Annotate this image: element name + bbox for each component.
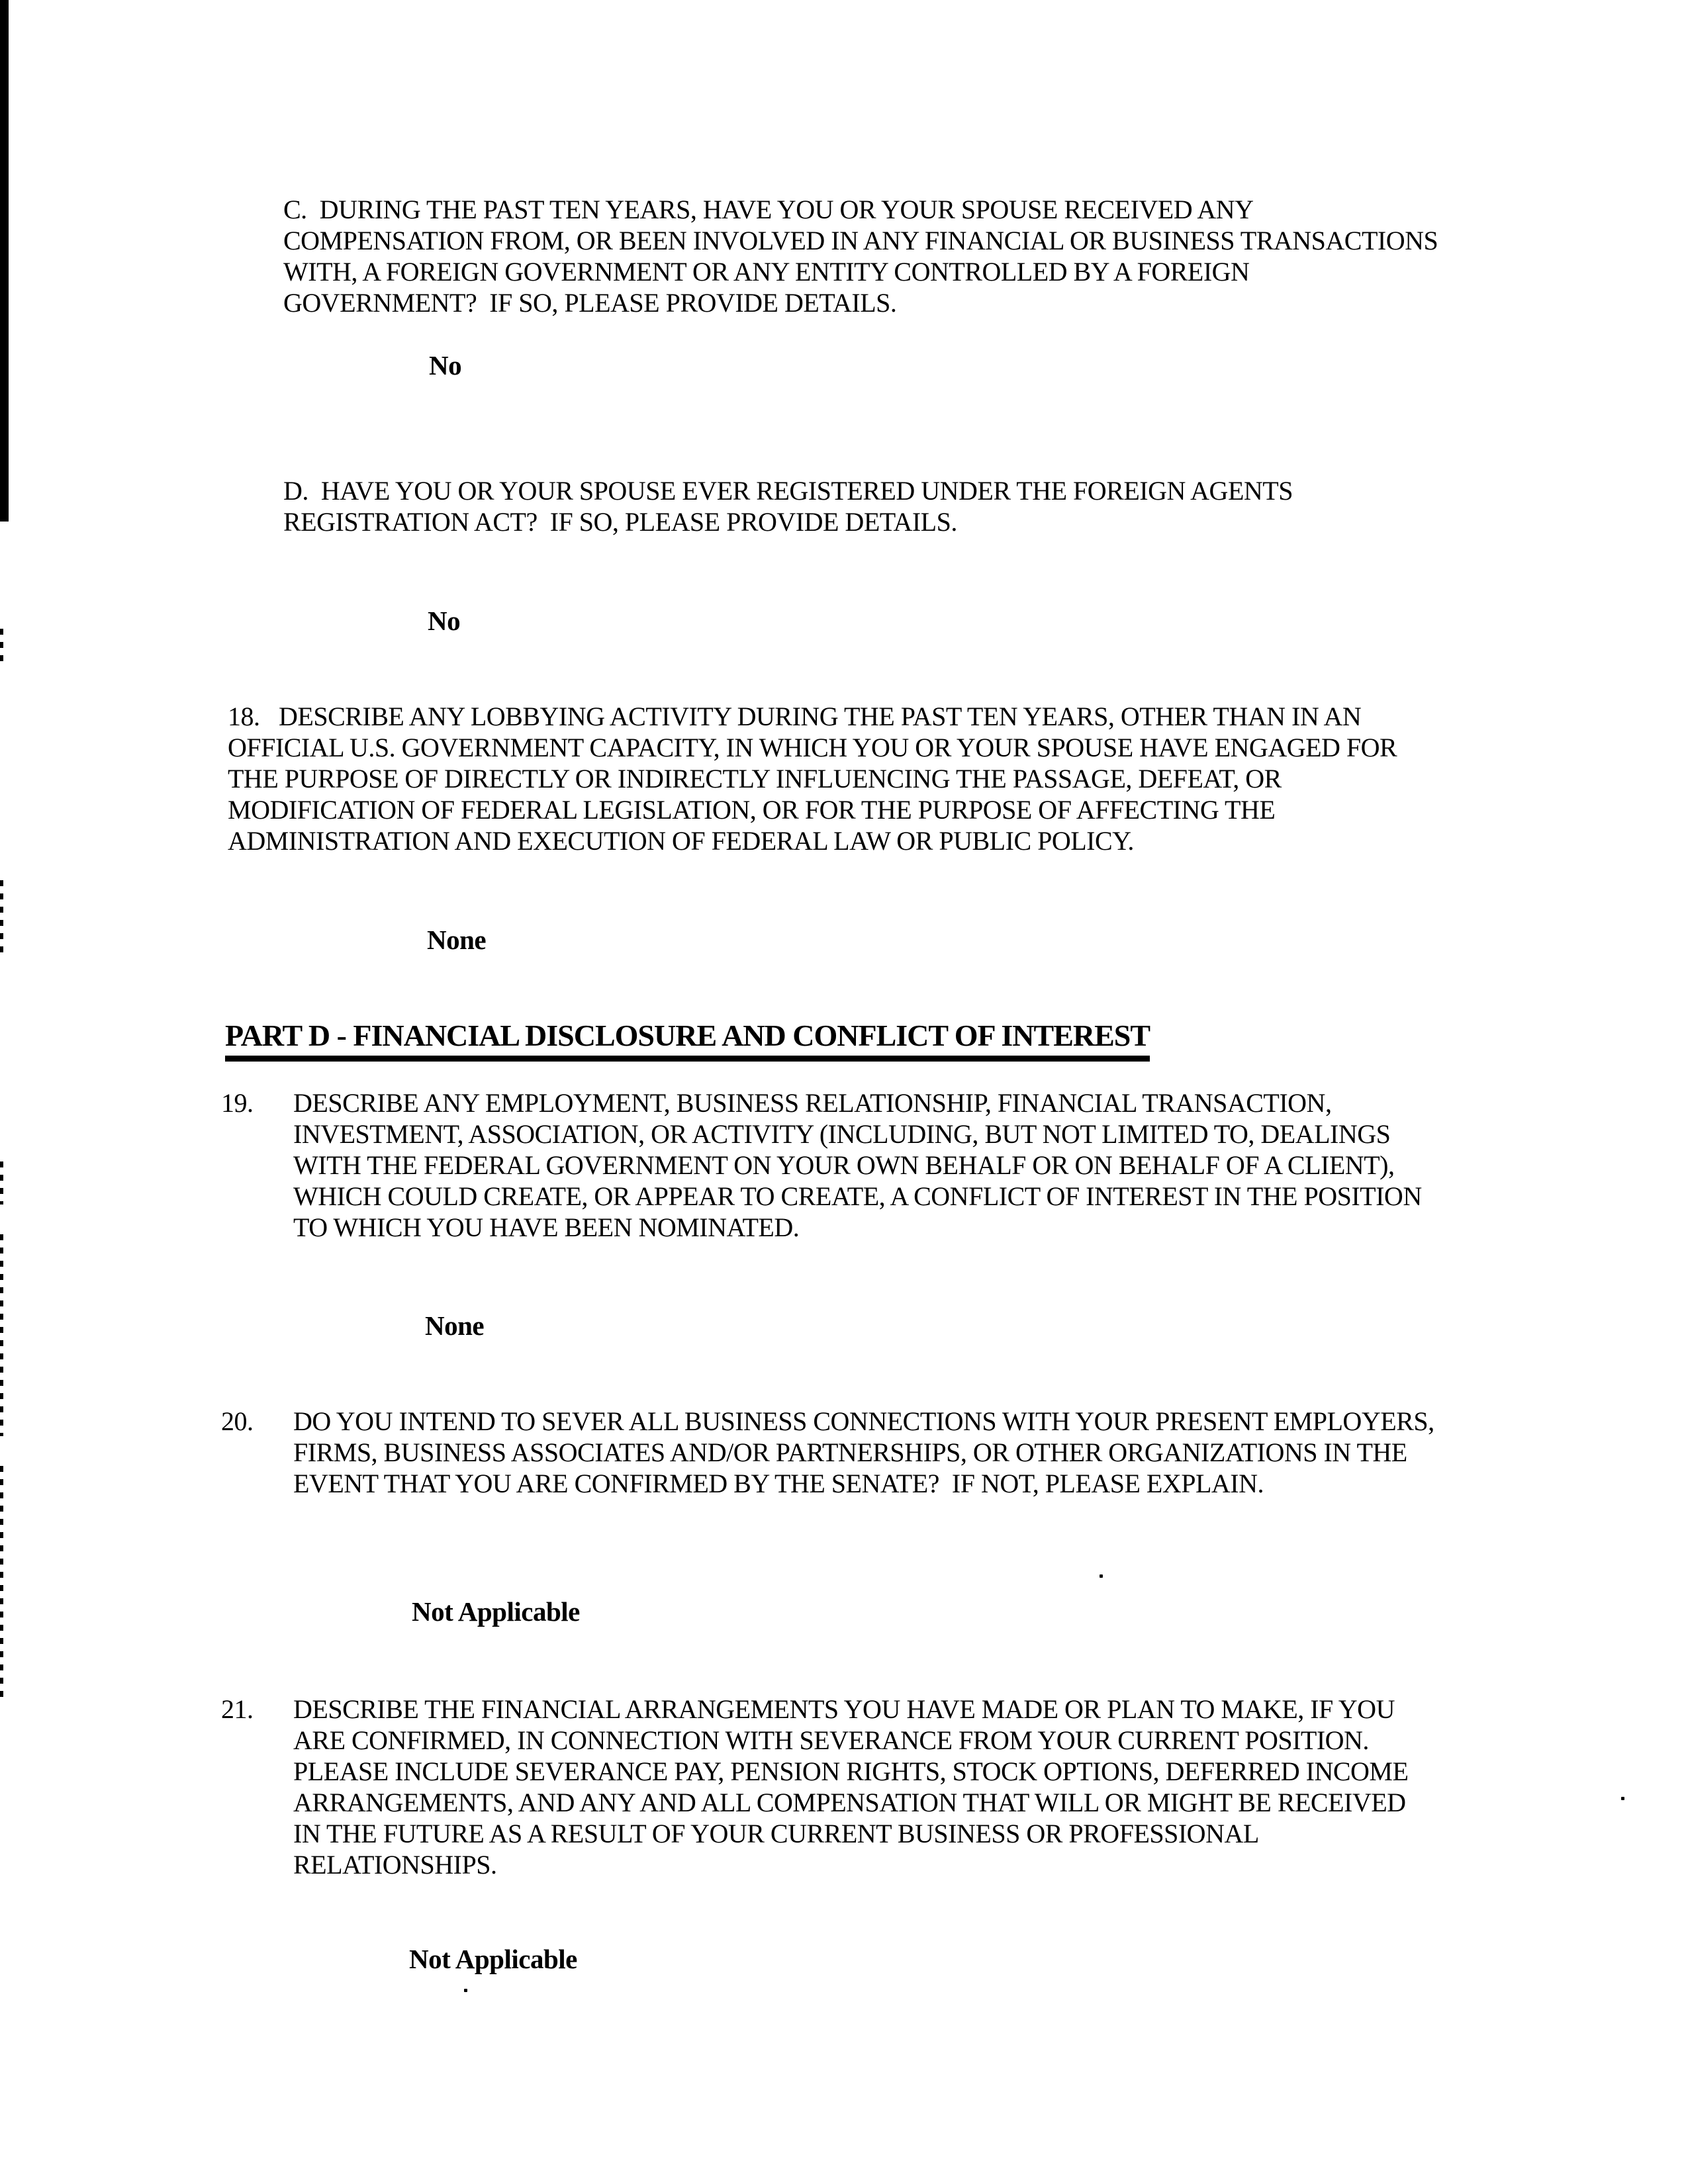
question-21-number: 21. [221,1694,254,1724]
question-c-text: C. DURING THE PAST TEN YEARS, HAVE YOU OR YOUR SPOUSE RECEIVED ANY COMPENSATION FROM, OR BEEN INVOLVED IN ANY FINANCIAL OR BUSINESS TRANSACTIONS WITH, A FOREIGN GOVERNMENT OR ANY ENTITY CONTROLLED BY A FOREIGN GOVERNMENT? IF SO, PLEASE PROVIDE DETAILS. [283,195,1438,318]
scan-speck-artifact [1100,1574,1103,1578]
question-18-text: 18. DESCRIBE ANY LOBBYING ACTIVITY DURING THE PAST TEN YEARS, OTHER THAN IN AN OFFICIAL U.S. GOVERNMENT CAPACITY, IN WHICH YOU OR YOUR SPOUSE HAVE ENGAGED FOR THE PURPOSE OF DIRECTLY OR INDIRECTLY INFLUENCING THE PASSAGE, DEFEAT, OR MODIFICATION OF FEDERAL LEGISLATION, OR FOR THE PURPOSE OF AFFECTING THE ADMINISTRATION AND EXECUTION OF FEDERAL LAW OR PUBLIC POLICY. [228,702,1397,856]
scan-edge-dash-artifact [0,1161,3,1205]
part-d-section [225,1018,1150,1062]
question-c-answer: No [429,350,462,381]
question-21-answer: Not Applicable [409,1944,577,1974]
scan-speck-artifact [1621,1797,1624,1800]
question-20-answer: Not Applicable [412,1596,580,1627]
question-d-answer: No [428,606,461,636]
question-18-answer: None [427,925,487,955]
scan-edge-dash-artifact [0,1466,3,1701]
scan-edge-dash-artifact [0,880,3,956]
question-20-text: DO YOU INTEND TO SEVER ALL BUSINESS CONNECTIONS WITH YOUR PRESENT EMPLOYERS, FIRMS, BUSINESS ASSOCIATES AND/OR PARTNERSHIPS, OR OTHER ORGANIZATIONS IN THE EVENT THAT YOU ARE CONFIRMED BY THE SENATE? IF NOT, PLEASE EXPLAIN. [293,1406,1434,1498]
part-d-heading: PART D - FINANCIAL DISCLOSURE AND CONFLICT OF INTEREST [225,1018,1150,1062]
scan-edge-dash-artifact [0,629,3,665]
question-21-text: DESCRIBE THE FINANCIAL ARRANGEMENTS YOU HAVE MADE OR PLAN TO MAKE, IF YOU ARE CONFIRMED, IN CONNECTION WITH SEVERANCE FROM YOUR CURRENT POSITION. PLEASE INCLUDE SEVERANCE PAY, PENSION RIGHTS, STOCK OPTIONS, DEFERRED INCOME ARRANGEMENTS, AND ANY AND ALL COMPENSATION THAT WILL OR MIGHT BE RECEIVED IN THE FUTURE AS A RESULT OF YOUR CURRENT BUSINESS OR PROFESSIONAL RELATIONSHIPS. [293,1694,1409,1880]
scan-speck-artifact [464,1989,467,1992]
scan-edge-dash-artifact [0,1234,3,1436]
question-d-text: D. HAVE YOU OR YOUR SPOUSE EVER REGISTERED UNDER THE FOREIGN AGENTS REGISTRATION ACT? IF SO, PLEASE PROVIDE DETAILS. [283,476,1293,537]
question-19-text: DESCRIBE ANY EMPLOYMENT, BUSINESS RELATIONSHIP, FINANCIAL TRANSACTION, INVESTMENT, ASSOCIATION, OR ACTIVITY (INCLUDING, BUT NOT LIMITED TO, DEALINGS WITH THE FEDERAL GOVERNMENT ON YOUR OWN BEHALF OR ON BEHALF OF A CLIENT), WHICH COULD CREATE, OR APPEAR TO CREATE, A CONFLICT OF INTEREST IN THE POSITION TO WHICH YOU HAVE BEEN NOMINATED. [293,1088,1422,1242]
question-19 [221,1087,1422,1243]
question-20-number: 20. [221,1406,254,1436]
question-19-answer: None [425,1310,485,1341]
question-19-number: 19. [221,1088,254,1118]
question-21 [221,1694,1408,1880]
question-20 [221,1406,1434,1499]
scan-edge-bar-artifact [0,0,9,522]
